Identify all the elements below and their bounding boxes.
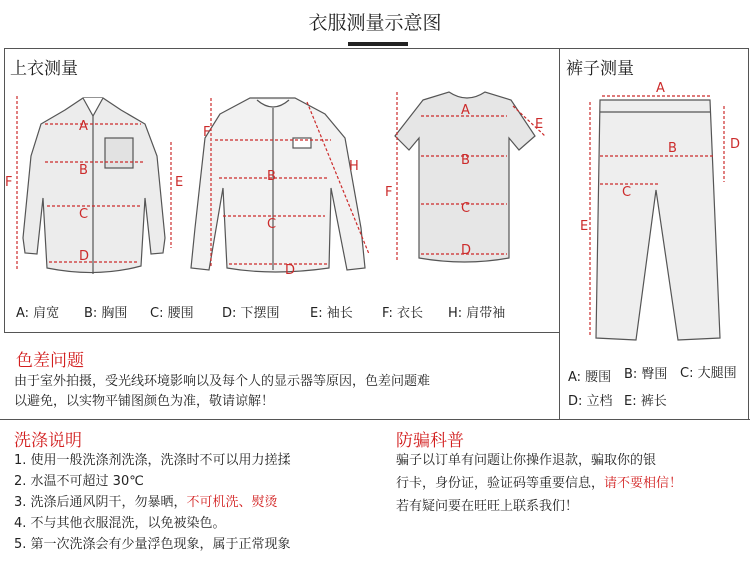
page-title: 衣服测量示意图 [308,12,442,34]
legend-c: C: 腰围 [150,306,194,321]
pants-legend-a: A: 腰围 [568,370,612,385]
legend-d: D: 下摆围 [222,306,280,321]
label-c-pants: C [622,185,632,200]
wash-item-5: 5. 第一次洗涤会有少量浮色现象，属于正常现象 [14,537,291,552]
wash-title: 洗涤说明 [14,431,82,451]
label-a-pants: A [656,81,665,96]
wash-item-1: 1. 使用一般洗涤剂洗涤，洗涤时不可以用力搓揉 [14,453,291,468]
legend-e: E: 袖长 [310,306,353,321]
label-b-jacket: B [267,169,276,184]
label-f-jacket: F [203,125,211,140]
wash-item-2: 2. 水温不可超过 30℃ [14,474,144,489]
fraud-line2 [396,473,682,494]
pants-diagram [562,78,748,358]
top-measure-title: 上衣测量 [10,59,78,79]
label-h-jacket: H [349,159,359,174]
fraud-line2-text: 行卡，身份证，验证码等重要信息， [396,476,605,491]
label-d-pants: D [730,137,741,152]
pants-legend-e: E: 裤长 [624,394,667,409]
label-c-shirt: C [79,207,89,222]
label-f-shirt: F [5,175,13,190]
garment-diagram-tops [5,78,557,293]
label-e-pants: E [580,219,589,234]
pants-measure-title: 裤子测量 [566,59,634,79]
label-d-shirt: D [79,249,90,264]
color-diff-line1: 由于室外拍摄，受光线环境影响以及每个人的显示器等原因，色差问题难 [14,374,431,389]
wash-item-4: 4. 不与其他衣服混洗，以免被染色。 [14,516,226,531]
legend-h: H: 肩带袖 [448,306,506,321]
fraud-line3: 若有疑问要在旺旺上联系我们！ [396,499,579,514]
fraud-line2-warning: 请不要相信！ [604,476,683,491]
divider-bottom [0,419,750,420]
wash-item-3 [14,492,278,513]
fraud-title: 防骗科普 [396,431,464,451]
pants-legend-c: C: 大腿围 [680,366,737,381]
label-c-tshirt: C [461,201,471,216]
label-c-jacket: C [267,217,277,232]
label-b-shirt: B [79,163,88,178]
label-b-tshirt: B [461,153,470,168]
label-e-shirt: E [175,175,184,190]
legend-f: F: 衣长 [382,306,423,321]
wash-item-3-text: 3. 洗涤后通风阴干，勿暴晒， [14,495,187,510]
pants-legend-d: D: 立档 [568,394,613,409]
label-e-tshirt: E [535,117,544,132]
fraud-line1: 骗子以订单有问题让你操作退款，骗取你的银 [396,453,657,468]
jacket-illustration [191,98,365,272]
label-d-tshirt: D [461,243,472,258]
label-a-shirt: A [79,119,88,134]
label-d-jacket: D [285,263,296,278]
legend-a: A: 肩宽 [16,306,60,321]
color-diff-title: 色差问题 [16,351,84,371]
label-b-pants: B [668,141,677,156]
shirt-illustration [23,98,165,274]
label-a-tshirt: A [461,103,470,118]
color-diff-line2: 以避免，以实物平铺图颜色为准，敬请谅解！ [14,394,275,409]
legend-b: B: 胸围 [84,306,128,321]
label-f-tshirt: F [385,185,393,200]
pants-legend-b: B: 臀围 [624,367,668,382]
title-underline [348,42,408,46]
pants-illustration [596,100,720,340]
wash-item-3-warning: 不可机洗、熨烫 [186,495,278,510]
